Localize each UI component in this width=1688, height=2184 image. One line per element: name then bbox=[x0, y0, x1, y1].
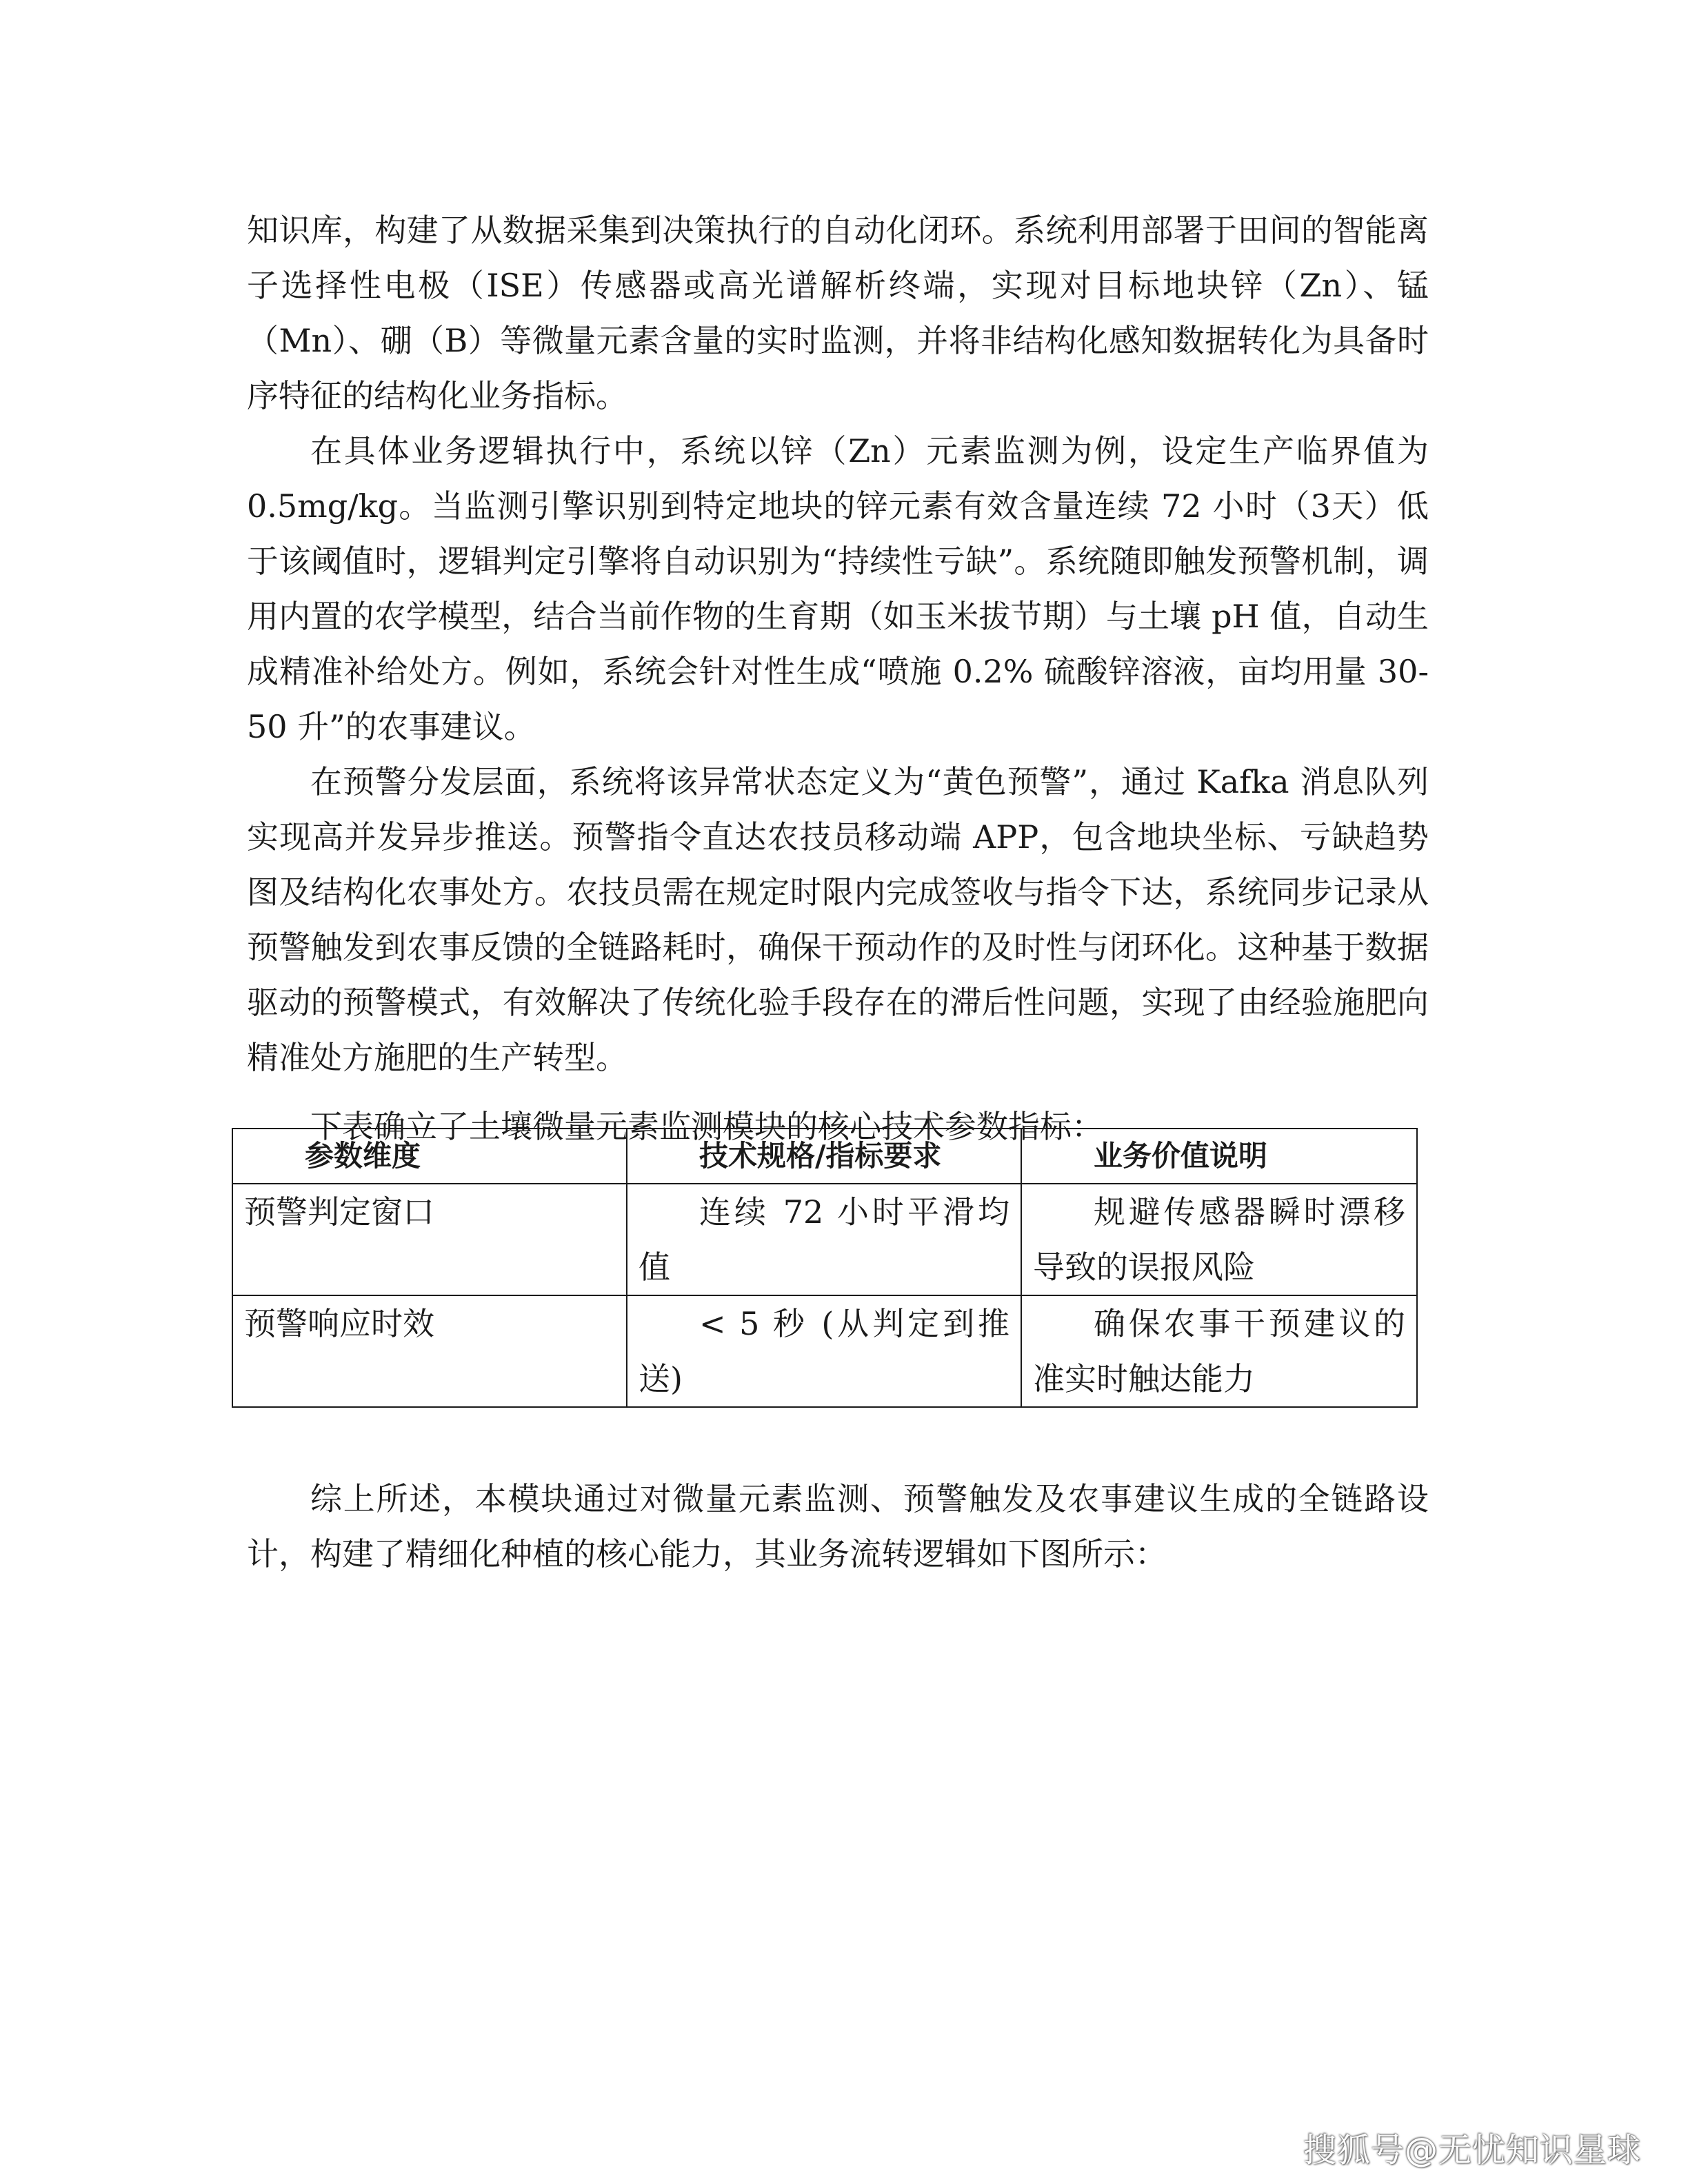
cell-spec: 连续 72 小时平滑均值 bbox=[627, 1184, 1021, 1295]
paragraph-summary: 综上所述，本模块通过对微量元素监测、预警触发及农事建议生成的全链路设计，构建了精细化种植的核心能力，其业务流转逻辑如下图所示： bbox=[247, 1480, 1429, 1573]
table-row bbox=[232, 1295, 1417, 1407]
cell-parameter: 预警响应时效 bbox=[232, 1295, 627, 1407]
table-header-row bbox=[232, 1129, 1417, 1184]
table-caption: 下表确立了土壤微量元素监测模块的核心技术参数指标： bbox=[310, 1108, 1103, 1145]
paragraph-alert-distribution: 在预警分发层面，系统将该异常状态定义为“黄色预警”，通过 Kafka 消息队列实现高并发异步推送。预警指令直达农技员移动端 APP，包含地块坐标、亏缺趋势图及结构化农事处方。农技员需在规定时限内完成签收与指令下达，系统同步记录从预警触发到农事反馈的全链路耗时，确保干预动作的及时性与闭环化。这种基于数据驱动的预警模式，有效解决了传统化验手段存在的滞后性问题，实现了由经验施肥向精准处方施肥的生产转型。 bbox=[247, 763, 1429, 1076]
parameter-table bbox=[232, 1128, 1418, 1408]
header-business-value: 业务价值说明 bbox=[1021, 1129, 1417, 1184]
paragraph-knowledge-base: 知识库，构建了从数据采集到决策执行的自动化闭环。系统利用部署于田间的智能离子选择性电极（ISE）传感器或高光谱解析终端，实现对目标地块锌（Zn）、锰（Mn）、硼（B）等微量元素含量的实时监测，并将非结构化感知数据转化为具备时序特征的结构化业务指标。 bbox=[247, 212, 1429, 414]
cell-spec: < 5 秒 (从判定到推送) bbox=[627, 1295, 1021, 1407]
table-row bbox=[232, 1184, 1417, 1295]
cell-value: 规避传感器瞬时漂移导致的误报风险 bbox=[1021, 1184, 1417, 1295]
source-watermark: 搜狐号@无忧知识星球 bbox=[1303, 2131, 1642, 2170]
cell-parameter: 预警判定窗口 bbox=[232, 1184, 627, 1295]
header-parameter-dimension: 参数维度 bbox=[232, 1129, 627, 1184]
cell-value: 确保农事干预建议的准实时触达能力 bbox=[1021, 1295, 1417, 1407]
paragraph-business-logic: 在具体业务逻辑执行中，系统以锌（Zn）元素监测为例，设定生产临界值为 0.5mg/kg。当监测引擎识别到特定地块的锌元素有效含量连续 72 小时（3天）低于该阈值时，逻辑判定引擎将自动识别为“持续性亏缺”。系统随即触发预警机制，调用内置的农学模型，结合当前作物的生育期（如玉米拔节期）与土壤 pH 值，自动生成精准补给处方。例如，系统会针对性生成“喷施 0.2% 硫酸锌溶液，亩均用量 30-50 升”的农事建议。 bbox=[247, 432, 1429, 745]
header-technical-spec: 技术规格/指标要求 bbox=[627, 1129, 1021, 1184]
